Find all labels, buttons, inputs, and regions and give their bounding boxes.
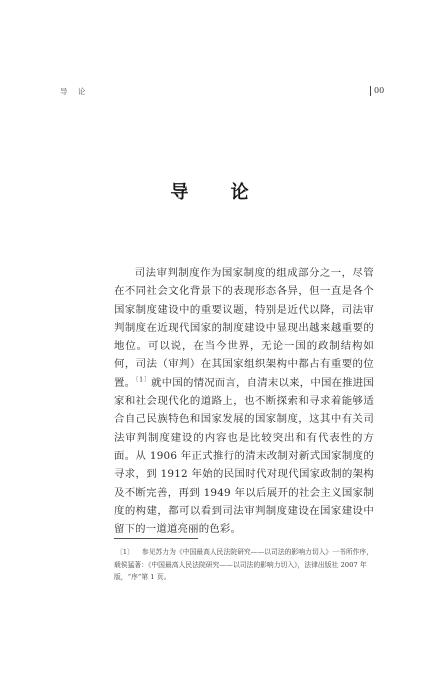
footnote-text: 参见苏力为《中国最高人民法院研究——以司法的影响力切入》一书所作序，载侯猛著：《中国最高人民法院研究——以司法的影响力切入》，法律出版社 2007 年版，“序”第 1 页。: [114, 548, 374, 581]
running-head-title: 导 论: [60, 87, 90, 96]
footnote-reference: 〔1〕: [135, 376, 152, 384]
footnote: [114, 546, 376, 584]
body-paragraph: [114, 264, 374, 538]
footnote-number: 〔1〕: [116, 548, 134, 556]
body-text-part2: 就中国的情况而言，自清末以来，中国在推进国家和社会现代化的道路上，也不断探索和寻求着能够适合自己民族特色和国家发展的国家制度，这其中有关司法审判制度建设的内容也是比较突出和有代表性的方面。从 1906 年正式推行的清末改制对新式国家制度的寻求，到 1912 年始的民国时代对现代国家政制的架构及不断完善，再到 1949 年以后展开的社会主义国家制度的构建，都可以看到司法审判制度建设在国家建设中留下的一道道亮丽的色彩。: [114, 376, 374, 536]
body-text-part1: 司法审判制度作为国家制度的组成部分之一，尽管在不同社会文化背景下的表现形态各异，但一直是各个国家制度建设中的重要议题，特别是近代以降，司法审判制度在近现代国家的制度建设中显现出越来越重要的地位。可以说，在当今世界，无论一国的政制结构如何，司法（审判）在其国家组织架构中都占有重要的位置。: [114, 267, 374, 389]
body-text: [114, 264, 374, 538]
page-number: 00: [370, 86, 384, 96]
chapter-title: 导 论: [170, 182, 267, 203]
running-head: [0, 86, 437, 100]
footnote-divider: [114, 538, 198, 539]
